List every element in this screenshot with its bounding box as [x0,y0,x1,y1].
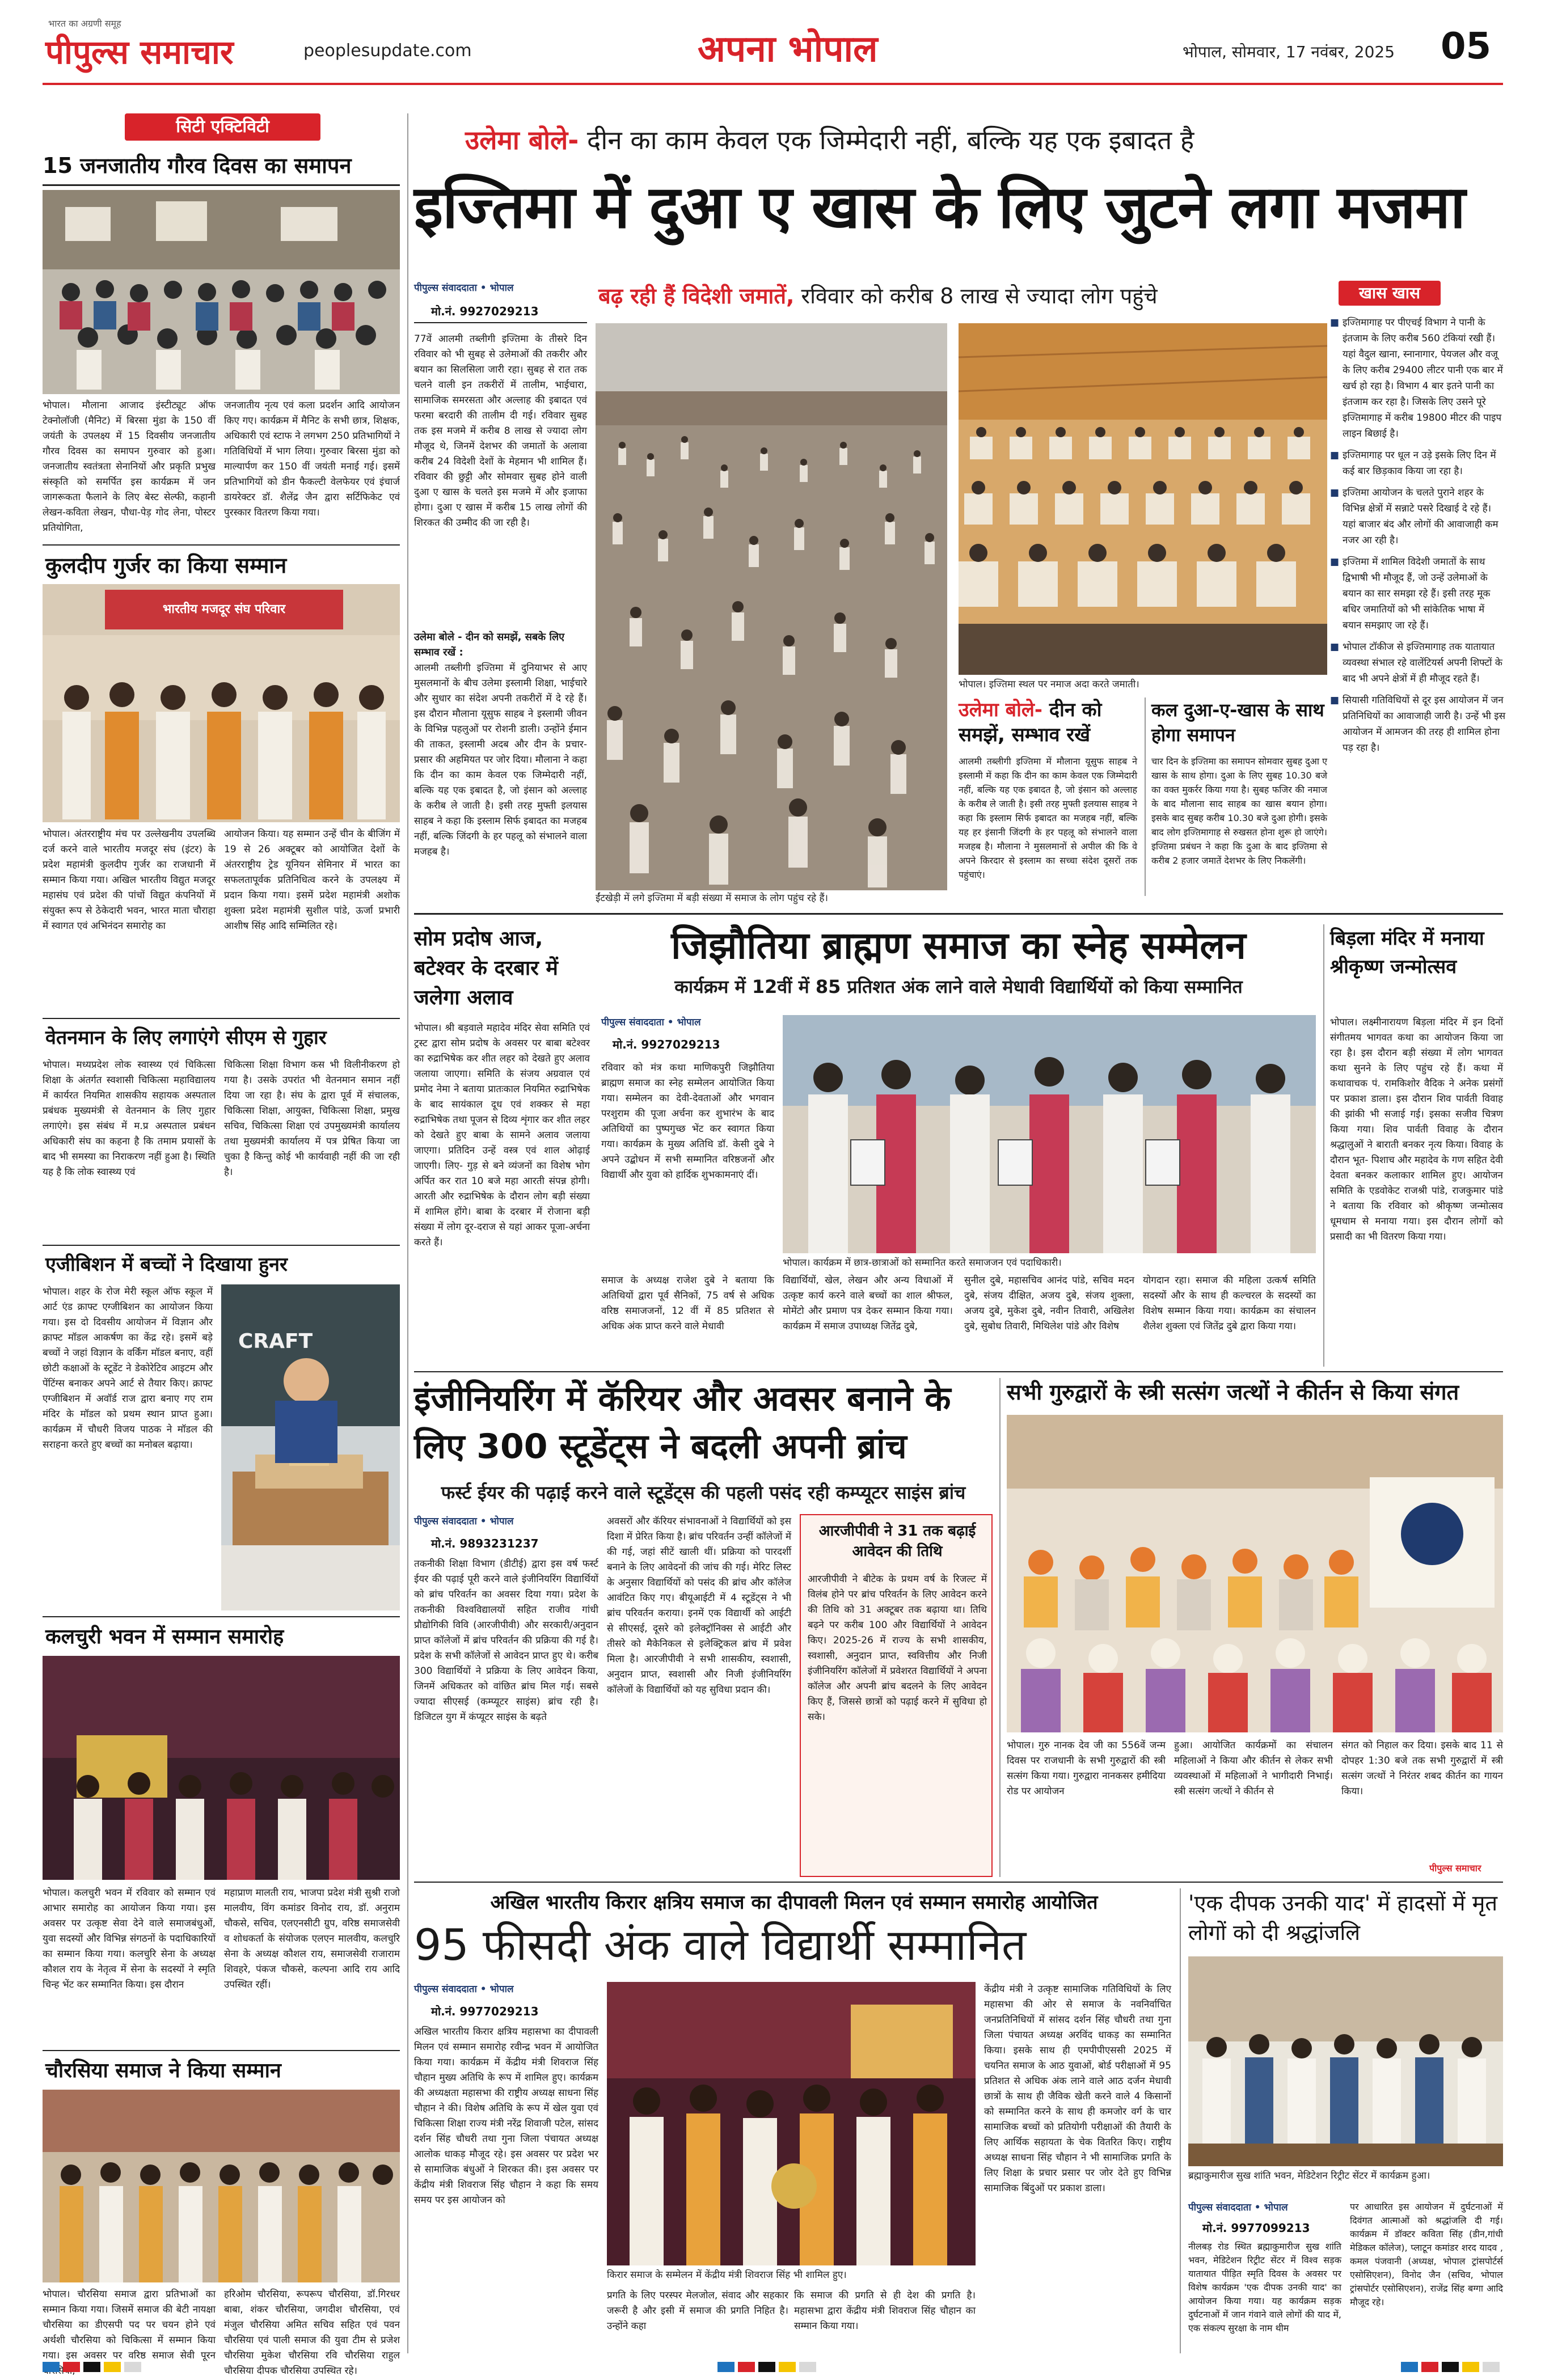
footer-color-bar [43,2362,1503,2372]
footer-swatch-left [43,2362,145,2372]
brahmin-col5: योगदान रहा। समाज की महिला उत्कर्ष समिति सदस्यों और के साथ ही कल्चरल के सदस्यों का विशेष सम्मान किया गया। कार्यक्रम का संचालन शैलेश शुक्ला एवं जितेंद्र दुबे द्वारा किया गया। [1143,1275,1316,1332]
som-pradosh-headline: सोम प्रदोष आज, बटेश्वर के दरबार में जलेगा अलाव [414,927,558,1009]
deepak-caption: ब्रह्माकुमारीज सुख शांति भवन, मेडिटेशन रिट्रीट सेंटर में कार्यक्रम हुआ। [1188,2170,1430,2182]
khas-khas-tag: खास खास [1339,281,1441,306]
story4-col1: भोपाल। शहर के रोज मेरी स्कूल ऑफ स्कूल में आर्ट एंड क्राफ्ट एग्जीबिशन का आयोजन किया गया। इस दो दिवसीय आयोजन में विज्ञान और क्राफ्ट मॉडल आकर्षण का केंद्र रहे। इसमें बड़े बच्चों ने जहां विज्ञान के वर्किंग मॉडल बनाए, वहीं छोटी कक्षाओं के स्टूडेंट ने डेकोरेटिव आइटम और पेंटिंग्स बनाकर अपने आर्ट से तैयार किए। क्राफ्ट एग्जीबिशन में अवॉर्ड राज द्वारा बनाए गए राम मंदिर के मॉडल को प्रथम स्थान प्राप्त हुआ। कार्यक्रम में चौधरी विजय पाठक ने मॉडल की सराहना करते हुए बच्चों का मनोबल बढ़ाया। [43,1286,213,1451]
deepak-separator [1180,1888,1181,2353]
story2-top-rule [43,544,400,546]
engineering-box [800,1514,993,1877]
lead-headline: इज्तिमा में दुआ ए खास के लिए जुटने लगा मजमा [414,172,1465,242]
lead-caption-left: ईंटखेड़ी में लगे इज्तिमा में बड़ी संख्या में समाज के लोग पहुंच रहे हैं। [596,893,828,904]
lead-sub1-title [959,697,1137,747]
brahmin-col4: सुनील दुबे, महासचिव आनंद पांडे, सचिव मदन दुबे, संजय दीक्षित, अजय दुबे, संजय शुक्ला, अजय दुबे, मुकेश दुबे, नवीन तिवारी, अखिलेश दुबे, सुबोध तिवारी, मिथिलेश पांडे और विशेष [964,1275,1134,1332]
story2-headline: कुलदीप गुर्जर का किया सम्मान [45,553,287,578]
lead-subhead [598,281,1319,315]
engineering-col2: अवसरों और कॅरियर संभावनाओं ने विद्यार्थियों को इस दिशा में प्रेरित किया है। ब्रांच परिवर्तन उन्हीं कॉलेजों में की गई, जहां सीटें खाली थीं। प्रक्रिया को पारदर्शी बनाने के लिए आवेदनों की जांच की गई। मेरिट लिस्ट के अनुसार विद्यार्थियों को पसंद की ब्रांच और कॉलेज आवंटित किए गए। बीयूआईटी में 4 स्टूडेंट्स ने भी ब्रांच परिवर्तन कराया। इनमें एक विद्यार्थी को आईटी से सीएसई, दूसरे को इलेक्ट्रॉनिक्स से आईटी और तीसरे को मैकेनिकल से इलेक्ट्रिकल ब्रांच में प्रवेश मिला है। आरजीपीवी ने सभी शासकीय, स्वशासी, अनुदान प्राप्त, स्वशासी और निजी इंजीनियरिंग कॉलेजों के विद्यार्थियों को यह सुविधा प्रदान की। [607,1516,791,1696]
khas-khas-item-3: ■ इज्तिमा आयोजन के चलते पुराने शहर के विभिन्न क्षेत्रों में सन्नाटे पसरे दिखाई दे रहे हैं। यहां बाजार बंद और लोगों की आवाजाही कम नजर आ रही है। [1330,487,1498,546]
brahmin-byline: पीपुल्स संवाददाता • भोपाल [601,1017,701,1028]
story3-col1: भोपाल। मध्यप्रदेश लोक स्वास्थ्य एवं चिकित्सा शिक्षा के अंतर्गत स्वशासी चिकित्सा महाविद्यालय में कार्यरत नियमित शासकीय सहायक अस्पताल प्रबंधक मुख्यमंत्री से वेतनमान के लिए गुहार लगाएंगे। इस संबंध में म.प्र अस्पताल प्रबंधन अधिकारी संघ का कहना है कि तमाम प्रयासों के बाद भी समस्या का निराकरण नहीं हुआ है। स्थिति यह है कि लोक स्वास्थ्य एवं [43,1059,216,1178]
story4-board-text: CRAFT [238,1330,313,1353]
story3-col2: चिकित्सा शिक्षा विभाग कस भी विलीनीकरण हो गया है। उसके उपरांत भी वेतनमान समान नहीं दिया जा रहा है। संघ के द्वारा पूर्व में संचालक, चिकित्सा शिक्षा, आयुक्त, चिकित्सा शिक्षा, प्रमुख सचिव, चिकित्सा शिक्षा एवं उपमुख्यमंत्री कार्यालय तथा मुख्यमंत्री कार्यालय में पत्र प्रेषित किया जा चुका है किन्तु कोई भी कार्यवाही नहीं की जा रही है। [224,1059,400,1178]
deepak-col1: नीलबड़ रोड स्थित ब्रह्माकुमारीज सुख शांति भवन, मेडिटेशन रिट्रीट सेंटर में विश्व सड़क यातायात पीड़ित स्मृति दिवस के अवसर पर विशेष कार्यक्रम 'एक दीपक उनकी याद' का आयोजन किया गया। यह कार्यक्रम सड़क दुर्घटनाओं में जान गंवाने वाले लोगों की याद में, एक संकल्प सुरक्षा के नाम थीम [1188,2241,1341,2334]
story1-col2: जनजातीय नृत्य एवं कला प्रदर्शन आदि आयोजन किए गए। कार्यक्रम में मैनिट के सभी छात्र, शिक्षक, अधिकारी एवं स्टाफ ने लगभग 250 प्रतिभागियों ने गतिविधियों में भाग लिया। गुरुवार बिरसा मुंडा को माल्यार्पण कर 150 वीं जयंती मनाई गई। इसमें प्रतिभागियों को डीन फैकल्टी वेलफेयर एवं इंचार्ज डायरेक्टर डॉ. शैलेंद्र जैन द्वारा सर्टिफिकेट एवं पुरस्कार वितरण किया गया। [224,400,400,518]
lead-kicker-text: दीन का काम केवल एक जिम्मेदारी नहीं, बल्कि यह एक इबादत है [586,125,1194,155]
city-activity-tag: सिटी एक्टिविटी [125,113,320,141]
engineering-box-title: आरजीपीवी ने 31 तक बढ़ाई आवेदन की तिथि [818,1523,976,1560]
khas-khas-item-4: ■ इज्तिमा में शामिल विदेशी जमातों के साथ द्विभाषी भी मौजूद हैं, जो उन्हें उलेमाओं के बयान का सार समझा रहे हैं। इसी तरह मूक बधिर जमातियों को भी सांकेतिक भाषा में बयान समझाए जा रहे हैं। [1330,556,1491,631]
story2-photo [43,584,400,822]
story6-top-rule [43,2050,400,2051]
story4-headline: एजीबिशन में बच्चों ने दिखाया हुनर [45,1253,288,1276]
footer-swatch-right [1401,2362,1503,2372]
story1-headline: 15 जनजातीय गौरव दिवस का समापन [43,153,352,178]
brahmin-headline: जिझौतिया ब्राह्मण समाज का स्नेह सम्मेलन [671,924,1246,967]
khas-khas-item-1: ■ इज्तिमागाह पर पीएचई विभाग ने पानी के इंतजाम के लिए करीब 560 टंकियां रखी हैं। यहां वैदुल खाना, स्नानागार, पेयजल और वजू के लिए करीब 29400 लीटर पानी एक बार में खर्च हो रहा है। विभाग 4 बार इतने पानी का इंतजाम कर रहा है। जिसके लिए उसने पूरे इज्तिमागाह में करीब 19800 मीटर की पाइप लाइन बिछाई है। [1330,317,1503,439]
birla-separator [1323,924,1324,1367]
khas-khas-list [1330,315,1506,899]
gurudwara-credit: पीपुल्स समाचार [1429,1863,1481,1874]
kirar-phone: मो.नं. 9977029213 [431,2005,539,2018]
story5-top-rule [43,1616,400,1617]
engineering-subhead: फर्स्ट ईयर की पढ़ाई करने वाले स्टूडेंट्स की पहली पसंद रही कम्प्यूटर साइंस ब्रांच [441,1482,966,1503]
lead-byline: पीपुल्स संवाददाता • भोपाल [414,282,514,294]
lead-prayer-photo [959,323,1327,675]
lead-kicker [465,122,1463,162]
story5-col2: महाप्राण मालती राय, भाजपा प्रदेश मंत्री सुश्री राजो मालवीय, विंग कमांडर विनोद राय, डॉ. अनुराम चौकसे, सचिव, एलएनसीटी ग्रुप, वरिष्ठ समाजसेवी व शोधकर्ता के संयोजक एलएन मालवीय, कलचुरि सेना के अध्यक्ष कौशल राय, समाजसेवी राजाराम शिवहरे, पंकज चौकसे, कल्पना आदि राय आदि उपस्थित रहीं। [224,1887,400,1990]
story4-top-rule [43,1245,400,1246]
brahmin-phone: मो.नं. 9927029213 [613,1038,720,1051]
story5-headline: कलचुरी भवन में सम्मान समारोह [45,1625,284,1648]
brahmin-caption: भोपाल। कार्यक्रम में छात्र-छात्राओं को सम्मानित करते समाजजन एवं पदाधिकारी। [783,1257,1062,1269]
lower-rule [414,1882,1503,1883]
brahmin-subhead: कार्यक्रम में 12वीं में 85 प्रतिशत अंक लाने वाले मेधावी विद्यार्थियों को किया सम्मानित [674,976,1243,997]
story2-col2: आयोजन किया। यह सम्मान उन्हें चीन के बीजिंग में 19 से 26 अक्टूबर को आयोजित देशों के अंतरराष्ट्रीय ट्रेड यूनियन सेमिनार में भारत का सफलतापूर्वक प्रतिनिधित्व करने के उपलक्ष्य में प्रदान किया गया। इसमें प्रदेश महामंत्री अशोक शुक्ला प्रदेश महामंत्री सुशील पांडे, ऊर्जा प्रभारी आशीष सिंह आदि सम्मिलित रहे। [224,828,400,932]
story6-headline: चौरसिया समाज ने किया सम्मान [45,2059,281,2082]
lead-subhead-black: रविवार को करीब 8 लाख से ज्यादा लोग पहुंचे [801,284,1158,308]
story1-col1: भोपाल। मौलाना आजाद इंस्टीट्यूट ऑफ टेक्नोलॉजी (मैनिट) में बिरसा मुंडा के 150 वीं जयंती के उपलक्ष्य में 15 दिवसीय जनजातीय गौरव दिवस का समापन गुरुवार को हुआ। जनजातीय स्वतंत्रता सेनानियों और प्रकृति प्रभुख संस्कृति को समर्पित इस कार्यक्रम में जन जागरूकता फैलाने के लिए बेस्ट सेल्फी, कहानी लेखन-कविता लेखन, पौधा-पेड़ गोद लेना, पोस्टर प्रतियोगिता, [43,400,216,534]
story4-photo [221,1284,400,1610]
lead-kicker-label: उलेमा बोले- [465,125,579,155]
brahmin-col1: रविवार को मंत्र कथा माणिकपुरी जिझौतिया ब्राह्मण समाज का स्नेह सम्मेलन आयोजित किया गया। सम्मेलन का देवी-देवताओं और भगवान परशुराम की पूजा अर्चना कर शुभारंभ के बाद अतिथियों का पुष्पगुच्छ भेंट कर स्वागत किया गया। कार्यक्रम के मुख्य अतिथि डॉ. केसी दुबे ने अपने उद्बोधन में सभी सम्मानित वरिष्ठजनों और विद्यार्थी और युवा को हार्दिक शुभकामनाएं दीं। [601,1062,774,1181]
website-link[interactable]: peoplesupdate.com [303,41,472,61]
story2-col1: भोपाल। अंतरराष्ट्रीय मंच पर उल्लेखनीय उपलब्धि दर्ज करने वाले भारतीय मजदूर संघ (इंटर) के प्रदेश महामंत्री कुलदीप गुर्जर का राजधानी में सम्मान किया गया। अखिल भारतीय विद्युत मजदूर महासंघ एवं प्रदेश की पांचों विद्युत कंपनियों में संयुक्त रूप से ठेकेदारी भवन, भारत माता चौराहा में स्वागत एवं अभिनंदन समारोह का [43,828,216,932]
mid-rule [414,1371,1503,1372]
story6-photo [43,2090,400,2282]
lead-body1: 77वें आलमी तब्लीगी इज्तिमा के तीसरे दिन रविवार को भी सुबह से उलेमाओं की तकरीर और बयान का सिलसिला जारी रहा। सुबह से रात तक चलने वाली इन तकरीरों में तालीम, भाईचारा, सामाजिक समरसता और अल्लाह की इबादत एवं फरमा बरदारी की तालीम दी गई। रविवार सुबह तक इस मजमे में करीब 8 लाख से ज्यादा लोग मौजूद थे, जिनमें देशभर की जमातों के अलावा करीब 24 विदेशी देशों के मेहमान भी शामिल हैं। रविवार की छुट्टी और सोमवार सुबह होने वाली दुआ ए खास के चलते इस मजमे में और इजाफा होगा। दुआ ए खास में करीब 15 लाख लोगों की शिरकत की उम्मीद की जा रही है। [414,333,587,529]
gurudwara-separator [999,1378,1001,1877]
khas-khas-item-6: ■ सियासी गतिविधियों से दूर इस आयोजन में जन प्रतिनिधियों का आवाजाही जारी है। उन्हें भी इस आयोजन में आमजन की तरह ही शामिल होना पड़ रहा है। [1330,695,1506,754]
story5-col1: भोपाल। कलचुरी भवन में रविवार को सम्मान एवं आभार समारोह का आयोजन किया गया। इस अवसर पर उत्कृष्ट सेवा देने वाले समाजबंधुओं, युवा सदस्यों और विभिन्न संगठनों के पदाधिकारियों का सम्मान किया गया। कलचुरि सेना के अध्यक्ष कौशल राय के नेतृत्व में सेना के सदस्यों ने स्मृति चिन्ह भेंट कर सम्मानित किया। इस दौरान [43,1887,216,1990]
khas-khas-item-5: ■ भोपाल टॉकीज से इज्तिमागाह तक यातायात व्यवस्था संभाल रहे वालेंटियर्स अपनी शिफ्टों के बाद भी अपने क्षेत्रों में ही मौजूद रहते हैं। [1330,641,1502,684]
page-number: 05 [1441,26,1492,67]
kirar-headline: 95 फीसदी अंक वाले विद्यार्थी सम्मानित [414,1920,1027,1970]
som-pradosh-body: भोपाल। श्री बड़वाले महादेव मंदिर सेवा समिति एवं ट्रस्ट द्वारा सोम प्रदोष के अवसर पर बाबा बटेश्वर का रुद्राभिषेक कर शीत लहर को देखते हुए अलाव जलाया जाएगा। समिति के संजय अग्रवाल एवं प्रमोद नेमा ने बताया प्रातःकाल नियमित रुद्राभिषेक के बाद सायंकाल दूध एवं शक्कर से महा रुद्राभिषेक तथा पूजन से दिव्य शृंगार कर शीत लहर को देखते हुए बाबा के सामने अलाव जलाया जाएगा। प्रतिदिन उन्हें वस्त्र एवं शाल ओढ़ाई जाएगी। लिए- गुड़ से बने व्यंजनों का विशेष भोग अर्पित कर रात 10 बजे महा आरती संपन्न होगी। आरती और रुद्राभिषेक के दौरान लोग बड़ी संख्या में शामिल होंगे। बाबा के दरबार में रोजाना बड़ी संख्या में लोग दूर-दराज से यहां आकर पूजा-अर्चना करते हैं। [414,1022,590,1248]
story3-top-rule [43,1018,400,1019]
kirar-col2b: कि समाज की प्रगति से ही देश की प्रगति है। महासभा द्वारा केंद्रीय मंत्री शिवराज सिंह चौहान का सम्मान किया गया। [794,2290,976,2332]
kirar-caption: किरार समाज के सम्मेलन में केंद्रीय मंत्री शिवराज सिंह भी शामिल हुए। [607,2269,847,2281]
kirar-col1b: प्रगति के लिए परस्पर मेलजोल, संवाद और सहकार जरूरी है और इसी में समाज की प्रगति निहित है। उन्होंने कहा [607,2290,788,2332]
birla-body: भोपाल। लक्ष्मीनारायण बिड़ला मंदिर में इन दिनों संगीतमय भागवत कथा का आयोजन किया जा रहा है। इस दौरान बड़ी संख्या में लोग भागवत कथा सुनने के लिए पहुंच रहे हैं। कथा में कथावाचक पं. रामकिशोर वैदिक ने अनेक प्रसंगों पर प्रकाश डाला। इस दौरान शिव पार्वती विवाह की झांकी भी सजाई गई। इसका सजीव चित्रण किया गया। शिव पार्वती विवाह के दौरान श्रद्धालुओं ने बाराती बनकर नृत्य किया। विवाह के दौरान भूत- पिशाच और महादेव के गण सहित देवी देवता बनकर कलाकार शामिल हुए। आयोजन समिति के एडवोकेट राजश्री पांडे, राजकुमार पांडे ने बताया कि रविवार को श्रीकृष्ण जन्मोत्सव धूमधाम से मनाया गया। इस दौरान लोगों को प्रसादी का भी वितरण किया गया। [1330,1017,1503,1242]
khas-khas-item-2: ■ इज्तिमागाह पर धूल न उड़े इसके लिए दिन में कई बार छिड़काव किया जा रहा है। [1330,450,1496,477]
masthead-divider [43,83,1503,85]
lead-body1-subhead: उलेमा बोले - दीन को समझें, सबके लिए सम्भाव रखें : [414,631,565,658]
kirar-col2: केंद्रीय मंत्री ने उत्कृष्ट सामाजिक गतिविधियों के लिए महासभा की ओर से समाज के नवनिर्वाचित जनप्रतिनिधियों में सांसद दर्शन सिंह चौधरी तथा गुना जिला पंचायत अध्यक्ष अरविंद धाकड़ का सम्मानित किया। इसके साथ ही एमपीपीएससी 2025 में चयनित समाज के आठ युवाओं, बोर्ड परीक्षाओं में 95 प्रतिशत से अधिक अंक लाने वाले आठ दर्जन मेधावी छात्रों के साथ ही जैविक खेती करने वाले 4 किसानों को सम्मानित करने के साथ ही कमजोर वर्ग के चार सामाजिक बच्चों को प्रतियोगी परीक्षाओं की तैयारी के लिए आर्थिक सहायता के चेक वितरित किए। राष्ट्रीय अध्यक्ष साधना सिंह चौहान ने भी सामाजिक प्रगति के लिए शिक्षा के प्रचार प्रसार पर जोर देते हुए विभिन्न सामाजिक बिंदुओं पर प्रकाश डाला। [984,1984,1171,2194]
gurudwara-col2: हुआ। आयोजित कार्यक्रमों का संचालन महिलाओं ने किया और कीर्तन से लेकर सभी व्यवस्थाओं में महिलाओं ने भागीदारी निभाई। स्त्री सत्संग जत्थों ने कीर्तन से [1174,1740,1333,1797]
lead-sub2-text: चार दिन के इज्तिमा का समापन सोमवार सुबह दुआ ए खास के साथ होगा। दुआ के लिए सुबह 10.30 बजे का वक्त मुकर्रर किया गया है। सुबह फजिर की नमाज के बाद मौलाना साद साहब का खास बयान होगा। इसके बाद सुबह करीब 10.30 बजे दुआ होगी। इसके बाद लोग इज्तिमागाह से रुखसत होना शुरू हो जाएंगे। इज्तिमा प्रबंधन ने कहा कि दुआ के बाद इज्तिमा से करीब 2 हजार जमातें देशभर के लिए निकलेंगी। [1151,756,1327,866]
deepak-photo [1188,1956,1503,2166]
story6-col1: भोपाल। चौरसिया समाज द्वारा प्रतिभाओं का सम्मान किया गया। जिसमें समाज की बेटी नायक्षा चौरसिया का डीएसपी पद पर चयन होने एवं अर्थशी चौरसिया को चिकित्सा में सम्मान किया गया। इस अवसर पर वरिष्ठ समाज सेवी पूरन [43,2289,216,2361]
engineering-headline: इंजीनियरिंग में कॅरियर और अवसर बनाने के लिए 300 स्टूडेंट्स ने बदली अपनी ब्रांच [414,1379,951,1466]
brand-tagline: भारत का अग्रणी समूह [48,18,121,29]
lead-subhead-red: बढ़ रही हैं विदेशी जमातें, [598,284,795,308]
deepak-phone: मो.नं. 9977099213 [1202,2221,1310,2235]
brahmin-col3: विद्यार्थियों, खेल, लेखन और अन्य विधाओं में उत्कृष्ट कार्य करने वाले बच्चों का शाल श्रीफल, मोमेंटो और प्रमाण पत्र देकर सम्मान किया गया। कार्यक्रम में समाज उपाध्यक्ष जितेंद्र दुबे, [783,1275,953,1332]
brand-logo: पीपुल्स समाचार [45,33,234,71]
lead-crowd-photo [596,323,947,890]
gurudwara-col3: संगत को निहाल कर दिया। इसके बाद 11 से दोपहर 1:30 बजे तक सभी गुरुद्वारों में स्त्री सत्संग जत्थों ने निरंतर शबद कीर्तन का गायन किया। [1341,1740,1503,1797]
engineering-byline: पीपुल्स संवाददाता • भोपाल [414,1516,514,1527]
story2-banner-text: भारतीय मजदूर संघ परिवार [162,602,286,616]
dateline: भोपाल, सोमवार, 17 नवंबर, 2025 [1183,43,1395,61]
engineering-phone: मो.नं. 9893231237 [431,1537,539,1550]
lead-byline-rule [414,322,587,323]
gurudwara-photo [1007,1415,1503,1732]
lead-body1b: आलमी तब्लीगी इज्तिमा में दुनियाभर से आए मुसलमानों के बीच उलेमा इस्लामी शिक्षा, भाईचारे और सुधार का संदेश अपनी तकरीरों में दे रहे हैं। इस दौरान मौलाना यूसुफ साहब ने इस्लामी जीवन के विभिन्न पहलुओं पर रोशनी डाली। उन्होंने ईमान की ताकत, इस्लामी अदब और दीन के प्रचार-प्रसार की अहमियत पर जोर दिया। मौलाना ने कहा कि दीन का काम केवल एक जिम्मेदारी नहीं, बल्कि यह एक इबादत है, जो इंसान को अल्लाह के करीब ले जाती है। इसी तरह मुफ्ती इलयास साहब ने कहा कि इस्लाम सिर्फ इबादत का मजहब नहीं, बल्कि जिंदगी के हर पहलू को संभालने वाला मजहब है। [414,662,587,857]
brahmin-col2: समाज के अध्यक्ष राजेश दुबे ने बताया कि अतिथियों द्वारा पूर्व सैनिकों, 75 वर्ष से अधिक वरिष्ठ समाजजनों, 12 वीं में 85 प्रतिशत से अधिक अंक प्राप्त करने वाले मेधावी [601,1275,774,1332]
story3-headline: वेतनमान के लिए लगाएंगे सीएम से गुहार [45,1026,327,1049]
deepak-col2: पर आधारित इस आयोजन में दुर्घटनाओं में दिवंगत आत्माओं को श्रद्धांजलि दी गई। कार्यक्रम में डॉक्टर कविता सिंह (डीन,गांधी मेडिकल कॉलेज), प्लाटून कमांडर शरद यादव , कमल पंजवानी (अध्यक्ष, भोपाल ट्रांसपोर्टर्स एसोसिएशन), विनोद जैन (सचिव, भोपाल ट्रांसपोर्टर एसोसिएशन), राजेंद्र सिंह बग्गा आदि मौजूद रहे। [1350,2201,1503,2307]
lead-sub1-title-red: उलेमा बोले- [959,699,1043,721]
gurudwara-caption: भोपाल। गुरु नानक देव जी का 556वें जन्म दिवस पर राजधानी के सभी गुरुद्वारों की स्त्री सत्संग किया गया। गुरुद्वारा नानकसर हमीदिया रोड पर आयोजन [1007,1740,1166,1797]
story1-rule [43,184,400,186]
lead-bottom-rule [414,913,1503,915]
story6-col2: हरिओम चौरसिया, रूपरूप चौरसिया, डॉ.गिरधर बाबा, शंकर चौरसिया, जगदीश चौरसिया, एवं मंजुल चौरसिया अमित सचिव सहित एवं पवन चौरसिया एवं पाली समाज की युवा टीम से प्रजेश चौरसिया मुकेश चौरसिया रवि चौरसिया राहुल चौरसिया दीपक चौरसिया उपस्थित रहे। [224,2289,400,2377]
lead-sub1-text: आलमी तब्लीगी इज्तिमा में मौलाना यूसुफ साहब ने इस्लामी में कहा कि दीन का काम केवल एक जिम्मेदारी नहीं, बल्कि यह एक इबादत है, जो इंसान को अल्लाह के करीब ले जाती है। इसी तरह मुफ्ती इलयास साहब ने कहा कि इस्लाम सिर्फ इबादत का मजहब नहीं, बल्कि यह हर इंसानी जिंदगी के हर पहलू को संभालने वाला मजहब है। मौलाना ने मुसलमानों से अपील की कि वे अपने किरदार से इस्लाम का सच्चा संदेश दूसरों तक पहुंचाएं। [959,756,1137,880]
footer-swatch-mid [717,2362,820,2372]
kirar-kicker: अखिल भारतीय किरार क्षत्रिय समाज का दीपावली मिलन एवं सम्मान समारोह आयोजित [490,1891,1098,1914]
lead-caption-right: भोपाल। इज्तिमा स्थल पर नमाज अदा करते जमाती। [959,679,1139,690]
lead-sub2-title: कल दुआ-ए-खास के साथ होगा समापन [1151,699,1324,746]
birla-headline: बिड़ला मंदिर में मनाया श्रीकृष्ण जन्मोत्सव [1330,927,1484,978]
kirar-col1: अखिल भारतीय किरार क्षत्रिय महासभा का दीपावली मिलन एवं सम्मान समारोह रवीन्द्र भवन में आयोजित किया गया। कार्यक्रम में केंद्रीय मंत्री शिवराज सिंह चौहान मुख्य अतिथि के रूप में शामिल हुए। कार्यक्रम की अध्यक्षता महासभा की राष्ट्रीय अध्यक्ष साधना सिंह चौहान ने की। विशेष अतिथि के रूप में खेल युवा एवं चिकित्सा शिक्षा राज्य मंत्री नरेंद्र शिवाजी पटेल, सांसद दर्शन सिंह चौधरी तथा गुना जिला पंचायत अध्यक्ष आलोक धाकड़ मौजूद रहे। इस अवसर पर प्रदेश भर से सामाजिक बंधुओं ने शिरकत की। इस अवसर पर केंद्रीय मंत्री शिवराज सिंह चौहान ने कहा कि समय समय पर इस आयोजन को [414,2026,598,2206]
deepak-headline: 'एक दीपक उनकी याद' में हादसों में मृत लोगों को दी श्रद्धांजलि [1188,1891,1497,1945]
section-title: अपना भोपाल [698,28,878,70]
lead-phone: मो.नं. 9927029213 [431,305,539,318]
engineering-col1: तकनीकी शिक्षा विभाग (डीटीई) द्वारा इस वर्ष फर्स्ट ईयर की पढ़ाई पूरी करने वाले इंजीनियरिंग विद्यार्थियों को ब्रांच परिवर्तन का अवसर दिया गया। प्रदेश के तकनीकी विश्वविद्यालयों सहित राजीव गांधी प्रौद्योगिकी विवि (आरजीपीवी) और सरकारी/अनुदान प्राप्त कॉलेजों में ब्रांच परिवर्तन की प्रक्रिया की गई है। प्रदेश के सभी कॉलेजों से आवेदन प्राप्त हुए थे। करीब 300 विद्यार्थियों ने प्रक्रिया के लिए आवेदन किया, जिनमें अधिकतर को वांछित ब्रांच मिल गई। सबसे ज्यादा सीएसई (कम्प्यूटर साइंस) ब्रांच रही है। डिजिटल युग में कंप्यूटर साइंस के बढ़ते [414,1558,598,1723]
left-column-separator [407,113,408,2353]
story1-photo [43,190,400,394]
gurudwara-headline: सभी गुरुद्वारों के स्त्री सत्संग जत्थों ने कीर्तन से किया संगत [1007,1380,1459,1405]
brahmin-photo [783,1015,1316,1253]
deepak-byline: पीपुल्स संवाददाता • भोपाल [1188,2202,1288,2213]
masthead [0,0,1545,85]
lead-sub1-title-black: दीन को समझें, सम्भाव रखें [959,699,1102,746]
engineering-box-text: आरजीपीवी ने बीटेक के प्रथम वर्ष के रिजल्ट में विलंब होने पर ब्रांच परिवर्तन के लिए आवेदन करने की तिथि को 31 अक्टूबर तक बढ़ाया था। तिथि बढ़ने पर करीब 100 और विद्यार्थियों ने आवेदन किए। 2025-26 में राज्य के सभी शासकीय, स्वशासी, अनुदान प्राप्त, स्ववित्तीय और निजी इंजीनियरिंग कॉलेजों में प्रवेशरत विद्यार्थियों ने अपना कॉलेज और अपनी ब्रांच बदलने के लिए आवेदन किए हैं, जिससे छात्रों को पढ़ाई करने में सुविधा हो सके। [808,1574,987,1723]
kirar-byline: पीपुल्स संवाददाता • भोपाल [414,1984,514,1995]
story5-photo [43,1656,400,1880]
kirar-photo [607,1982,976,2265]
lead-sub-separator [1145,697,1146,896]
